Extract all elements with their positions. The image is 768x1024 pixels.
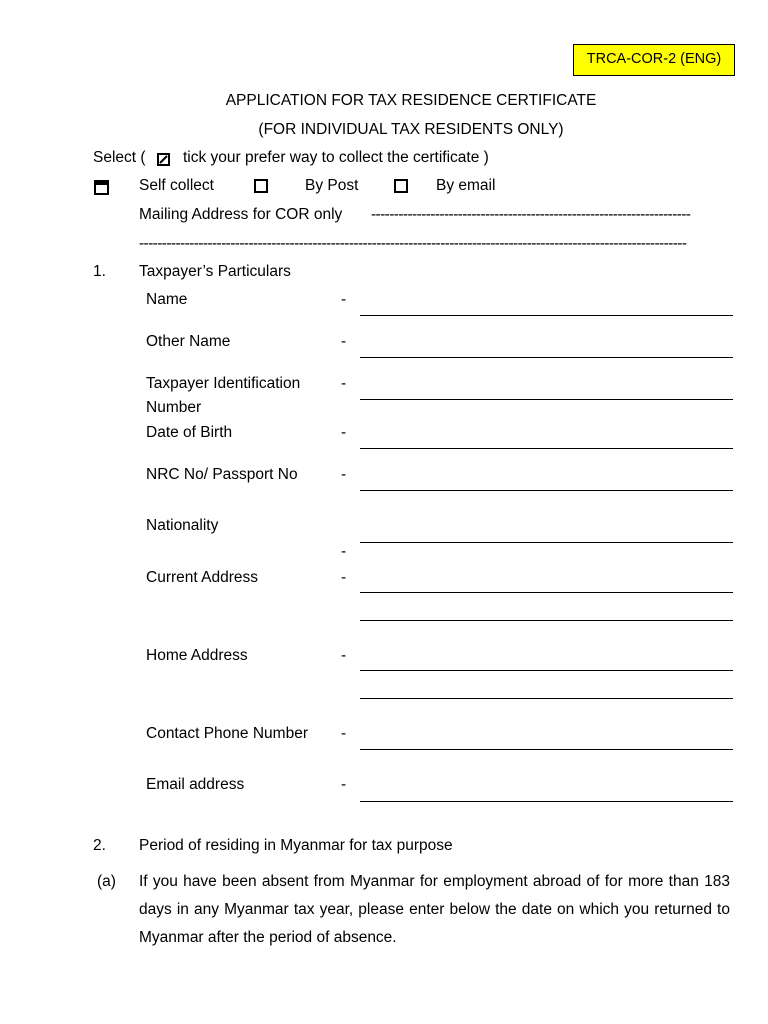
contact-phone-input-line[interactable] (360, 749, 733, 750)
field-label-other-name: Other Name (146, 333, 231, 350)
section-1-number: 1. (93, 263, 106, 280)
other-name-input-line[interactable] (360, 357, 733, 358)
item-a-label: (a) (97, 873, 116, 890)
nrc-passport-input-line[interactable] (360, 490, 733, 491)
by-email-checkbox[interactable] (394, 179, 408, 193)
mailing-address-dashes-1[interactable]: ---------------------------------------------------------------------- (371, 206, 691, 223)
tick-checkbox-icon (157, 153, 170, 166)
mailing-address-dashes-2[interactable]: ------------------------------------------------------------------------------------------------------------------------ (139, 235, 687, 252)
current-address-input-line-1[interactable] (360, 592, 733, 593)
field-separator: - (341, 424, 347, 441)
current-address-input-line-2[interactable] (360, 620, 733, 621)
field-label-nrc-passport: NRC No/ Passport No (146, 466, 298, 483)
section-1-title: Taxpayer’s Particulars (139, 263, 291, 280)
self-collect-label: Self collect (139, 177, 214, 194)
home-address-input-line-2[interactable] (360, 698, 733, 699)
name-input-line[interactable] (360, 315, 733, 316)
section-2-title: Period of residing in Myanmar for tax purpose (139, 837, 453, 854)
document-title: APPLICATION FOR TAX RESIDENCE CERTIFICATE (225, 92, 597, 109)
by-post-label: By Post (305, 177, 359, 194)
self-collect-checkbox[interactable] (94, 180, 109, 195)
field-separator: - (341, 375, 347, 392)
select-instruction-suffix: tick your prefer way to collect the certificate ) (183, 149, 489, 166)
field-label-nationality: Nationality (146, 517, 219, 534)
nationality-input-line[interactable] (360, 542, 733, 543)
field-separator: - (341, 725, 347, 742)
field-separator: - (341, 647, 347, 664)
by-email-label: By email (436, 177, 496, 194)
field-separator: - (341, 333, 347, 350)
section-2-number: 2. (93, 837, 106, 854)
by-post-checkbox[interactable] (254, 179, 268, 193)
field-label-current-address: Current Address (146, 569, 258, 586)
field-label-name: Name (146, 291, 188, 308)
field-separator: - (341, 466, 347, 483)
field-label-home-address: Home Address (146, 647, 248, 664)
field-separator: - (341, 569, 347, 586)
home-address-input-line-1[interactable] (360, 670, 733, 671)
select-instruction-prefix: Select ( (93, 149, 146, 166)
field-label-tin: Taxpayer Identification (146, 375, 301, 392)
field-label-date-of-birth: Date of Birth (146, 424, 233, 441)
field-label-tin-line2: Number (146, 399, 202, 416)
field-label-contact-phone: Contact Phone Number (146, 725, 308, 742)
item-a-text: If you have been absent from Myanmar for employment abroad of for more than 183 days in any Myanmar tax year, please enter below the date on which you returned to Myanmar after the period of absence. (139, 873, 730, 946)
mailing-address-label: Mailing Address for COR only (139, 206, 343, 223)
field-separator: - (341, 291, 347, 308)
field-separator: - (341, 543, 347, 560)
form-code-badge: TRCA-COR-2 (ENG) (573, 44, 735, 76)
document-subtitle: (FOR INDIVIDUAL TAX RESIDENTS ONLY) (258, 121, 564, 138)
tin-input-line[interactable] (360, 399, 733, 400)
field-separator: - (341, 776, 347, 793)
date-of-birth-input-line[interactable] (360, 448, 733, 449)
field-label-email: Email address (146, 776, 245, 793)
email-input-line[interactable] (360, 801, 733, 802)
